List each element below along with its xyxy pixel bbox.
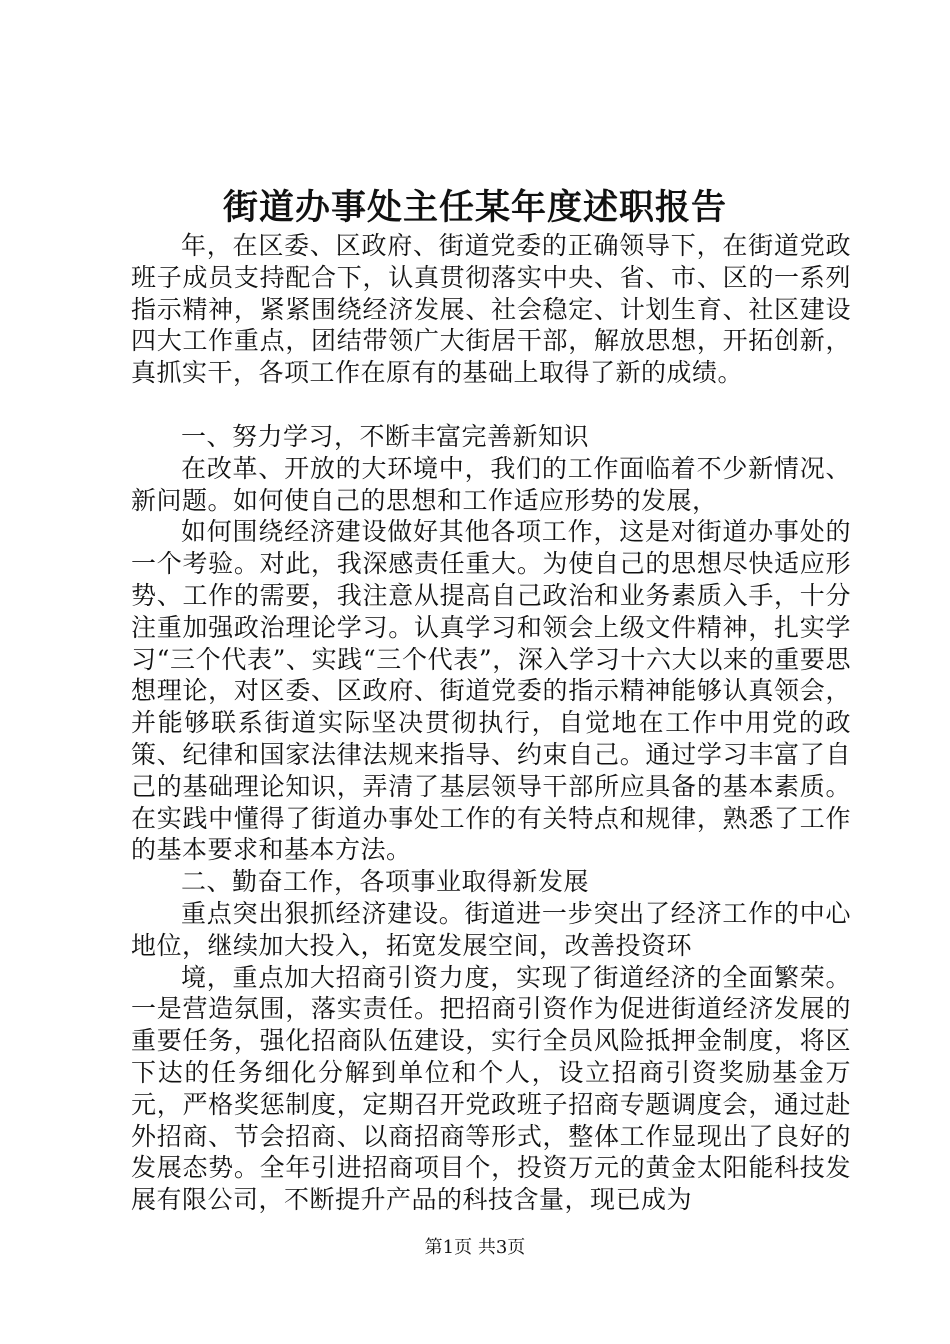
document-body bbox=[131, 230, 851, 1216]
paragraph-gap bbox=[131, 389, 851, 421]
paragraph: 重点突出狠抓经济建设。街道进一步突出了经济工作的中心地位，继续加大投入，拓宽发展空间，改善投资环 bbox=[131, 898, 851, 960]
paragraph: 在改革、开放的大环境中，我们的工作面临着不少新情况、新问题。如何使自己的思想和工作适应形势的发展， bbox=[131, 453, 851, 515]
paragraph: 如何围绕经济建设做好其他各项工作，这是对街道办事处的一个考验。对此，我深感责任重大。为使自己的思想尽快适应形势、工作的需要，我注意从提高自己政治和业务素质入手，十分注重加强政治理论学习。认真学习和领会上级文件精神，扎实学习“三个代表”、实践“三个代表”，深入学习十六大以来的重要思想理论，对区委、区政府、街道党委的指示精神能够认真领会，并能够联系街道实际坚决贯彻执行，自觉地在工作中用党的政策、纪律和国家法律法规来指导、约束自己。通过学习丰富了自己的基础理论知识，弄清了基层领导干部所应具备的基本素质。在实践中懂得了街道办事处工作的有关特点和规律，熟悉了工作的基本要求和基本方法。 bbox=[131, 517, 851, 865]
page-number: 第1页 共3页 bbox=[424, 1237, 526, 1258]
section-heading-1: 一、努力学习，不断丰富完善新知识 bbox=[181, 421, 590, 451]
paragraph-intro: 年，在区委、区政府、街道党委的正确领导下，在街道党政班子成员支持配合下，认真贯彻落实中央、省、市、区的一系列指示精神，紧紧围绕经济发展、社会稳定、计划生育、社区建设四大工作重点，团结带领广大街居干部，解放思想，开拓创新，真抓实干，各项工作在原有的基础上取得了新的成绩。 bbox=[131, 231, 851, 388]
document-title: 街道办事处主任某年度述职报告 bbox=[222, 187, 727, 228]
section-heading-2: 二、勤奋工作，各项事业取得新发展 bbox=[181, 867, 590, 897]
paragraph: 境，重点加大招商引资力度，实现了街道经济的全面繁荣。一是营造氛围，落实责任。把招商引资作为促进街道经济发展的重要任务，强化招商队伍建设，实行全员风险抵押金制度，将区下达的任务细化分解到单位和个人，设立招商引资奖励基金万元，严格奖惩制度，定期召开党政班子招商专题调度会，通过赴外招商、节会招商、以商招商等形式，整体工作显现出了良好的发展态势。全年引进招商项目个，投资万元的黄金太阳能科技发展有限公司，不断提升产品的科技含量，现已成为 bbox=[131, 962, 851, 1215]
